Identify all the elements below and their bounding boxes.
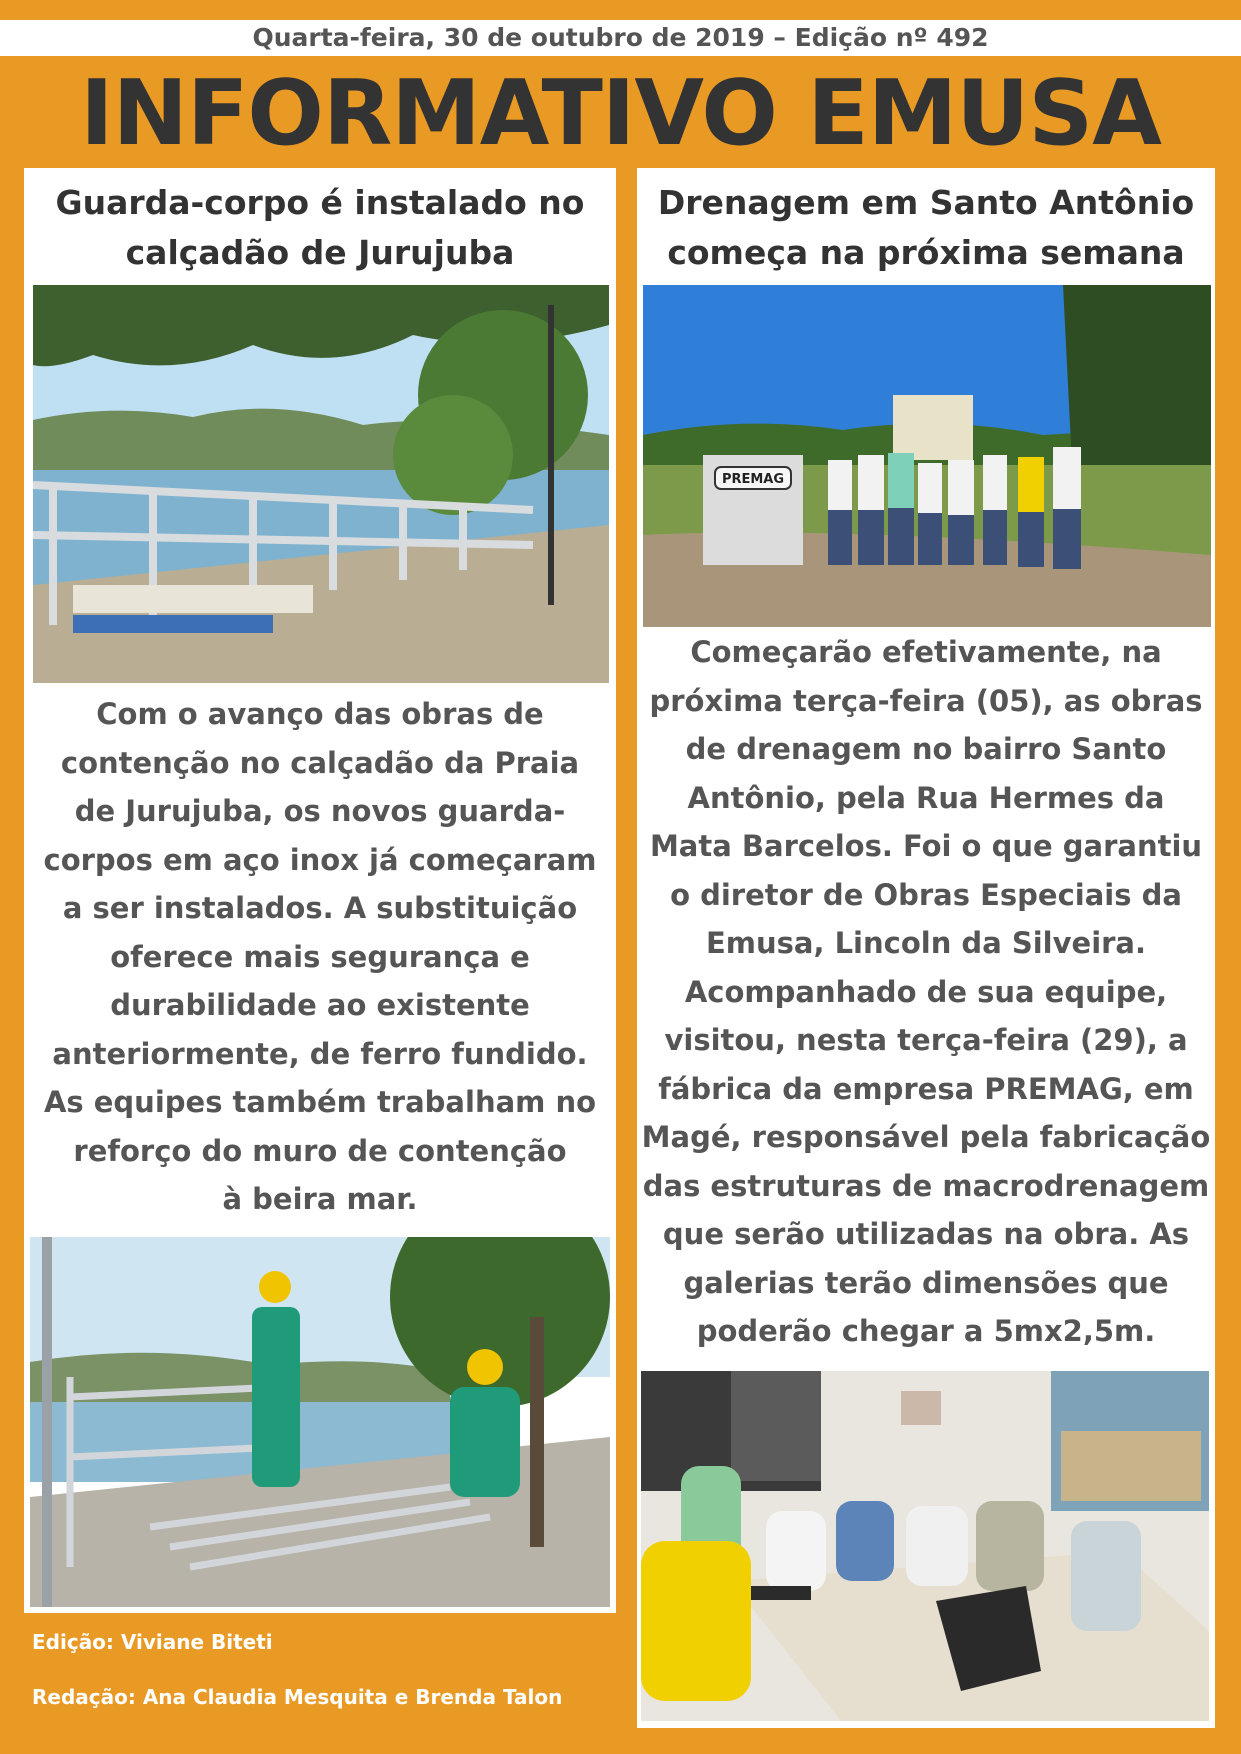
left-headline-line: calçadão de Jurujuba [125,233,515,272]
writing-credit: Redação: Ana Claudia Mesquita e Brenda Talon [32,1685,563,1709]
body-line: Emusa, Lincoln da Silveira. [705,926,1147,960]
right-headline-line: começa na próxima semana [667,233,1185,272]
workers-installing-railing-photo [30,1237,610,1607]
railing-harbor-photo [33,285,609,683]
premag-sign-text: PREMAG [721,472,785,487]
body-line: As equipes também trabalham no [43,1085,597,1119]
body-line: corpos em aço inox já começaram [43,842,597,877]
body-line: de drenagem no bairro Santo [685,732,1167,766]
body-line: Com o avanço das obras de [96,697,544,731]
left-article-column [24,168,616,1613]
left-article-body [24,690,616,1224]
body-line: anteriormente, de ferro fundido. [52,1036,588,1071]
body-line: Mata Barcelos. Foi o que garantiu [649,829,1203,863]
body-line: visitou, nesta terça-feira (29), a [664,1023,1188,1057]
body-line: próxima terça-feira (05), as obras [649,683,1203,718]
left-article-headline [24,178,616,278]
body-line: reforço do muro de contenção [73,1133,567,1168]
right-headline-line: Drenagem em Santo Antônio [657,183,1195,222]
right-article-column [637,168,1215,1728]
edition-credit: Edição: Viviane Biteti [32,1630,273,1654]
body-line: que serão utilizadas na obra. As [662,1217,1190,1251]
body-line: das estruturas de macrodrenagem [642,1168,1210,1203]
body-line: galerias terão dimensões que [683,1265,1169,1300]
body-line: durabilidade ao existente [110,988,530,1022]
meeting-room-photo [641,1371,1209,1721]
premag-factory-visit-photo [643,285,1211,627]
body-line: Começarão efetivamente, na [690,635,1162,669]
masthead-title: INFORMATIVO EMUSA [80,61,1161,166]
left-headline-line: Guarda-corpo é instalado no [55,183,585,222]
right-article-headline [637,178,1215,278]
right-article-body [637,628,1215,1356]
body-line: de Jurujuba, os novos guarda- [74,794,566,828]
body-line: Magé, responsável pela fabricação [641,1120,1211,1154]
body-line: Acompanhado de sua equipe, [684,974,1168,1009]
body-line: à beira mar. [222,1182,418,1216]
body-line: Antônio, pela Rua Hermes da [687,780,1165,815]
body-line: contenção no calçadão da Praia [60,745,580,780]
body-line: a ser instalados. A substituição [62,891,578,925]
body-line: poderão chegar a 5mx2,5m. [696,1314,1156,1348]
body-line: oferece mais segurança e [110,939,530,974]
body-line: fábrica da empresa PREMAG, em [658,1071,1194,1106]
dateline: Quarta-feira, 30 de outubro de 2019 – Edição nº 492 [0,20,1241,56]
body-line: o diretor de Obras Especiais da [670,877,1182,912]
